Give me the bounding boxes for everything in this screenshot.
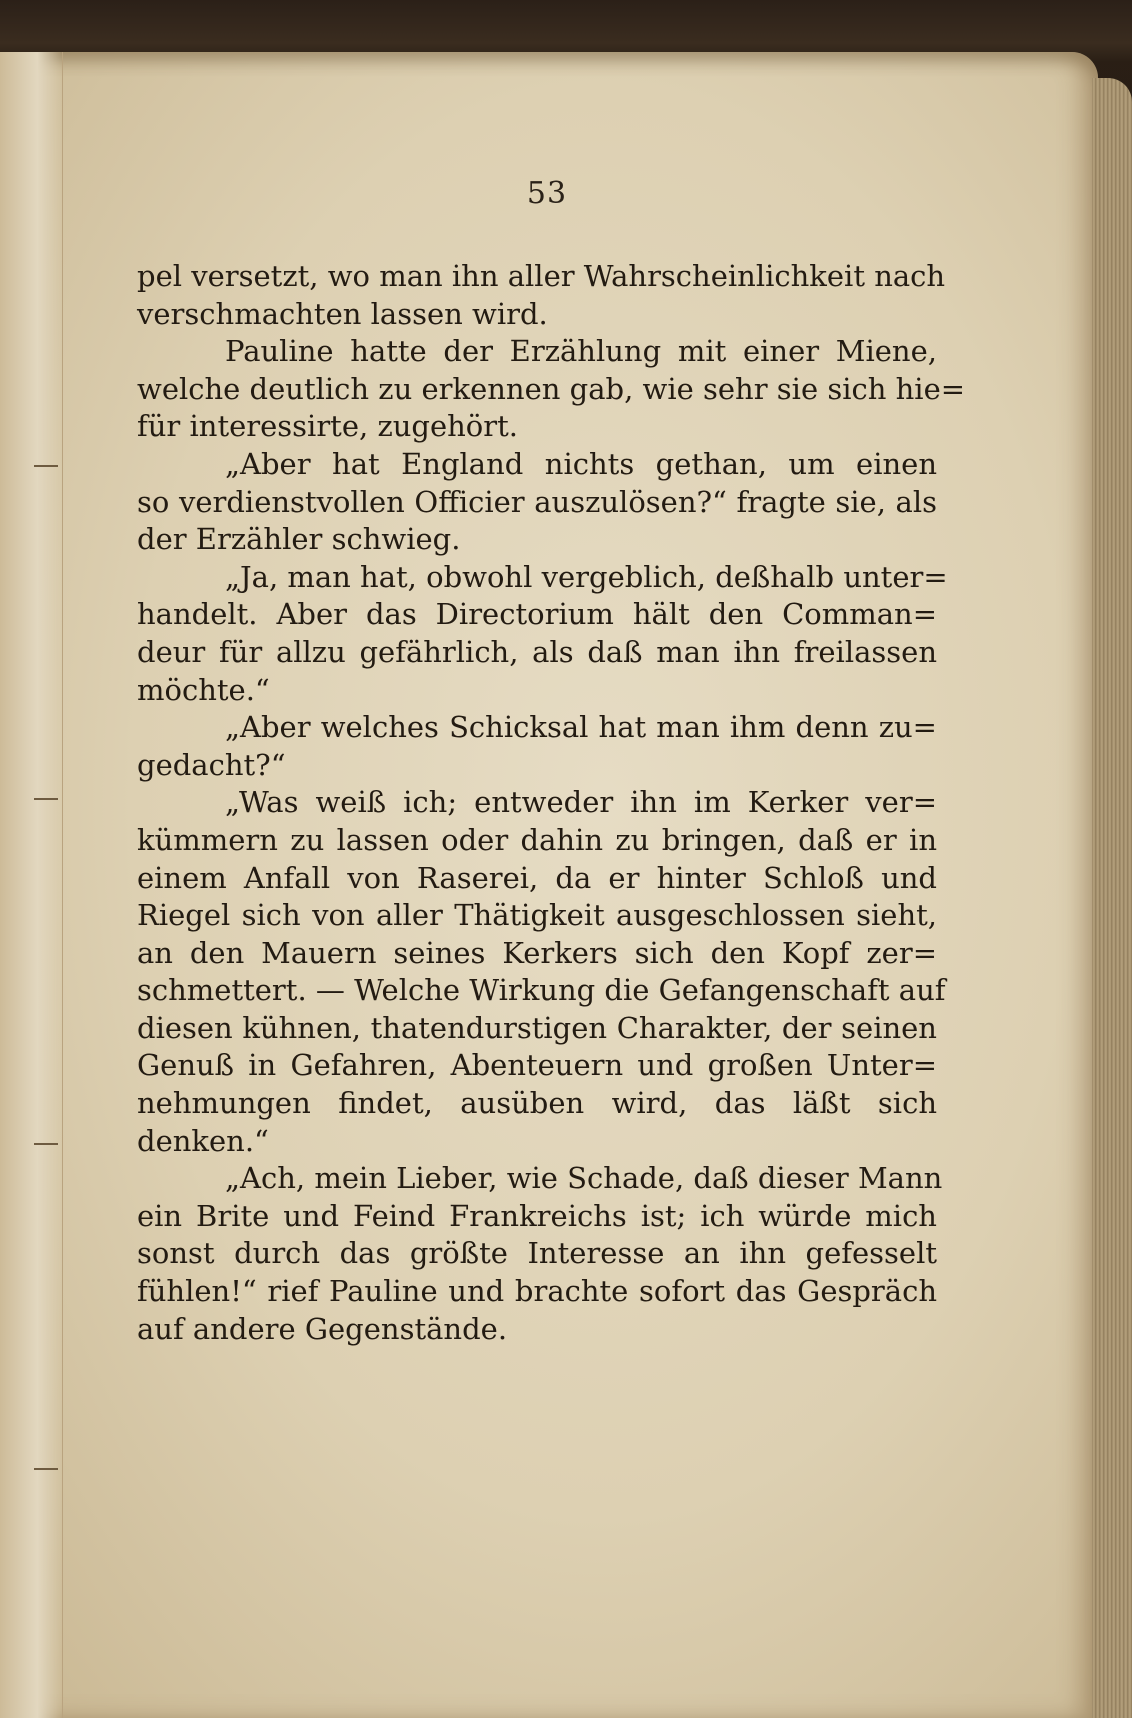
margin-mark: [34, 465, 58, 467]
text-line: fühlen!“ rief Pauline und brachte sofort das Gespräch: [137, 1274, 937, 1309]
body-text: [137, 258, 966, 1348]
text-line: Pauline hatte der Erzählung mit einer Miene,: [225, 334, 937, 369]
text-line: verschmachten lassen wird.: [137, 296, 548, 331]
text-line: „Aber hat England nichts gethan, um einen: [225, 446, 937, 481]
text-line: „Was weiß ich; entweder ihn im Kerker ver=: [225, 785, 937, 820]
text-line: für interessirte, zugehört.: [137, 409, 518, 444]
text-line: der Erzähler schwieg.: [137, 522, 461, 557]
text-line: nehmungen findet, ausüben wird, das läßt sich: [137, 1086, 937, 1121]
text-line: denken.“: [137, 1123, 269, 1158]
text-line: sonst durch das größte Interesse an ihn gefesselt: [137, 1236, 937, 1271]
text-line: einem Anfall von Raserei, da er hinter Schloß und: [137, 860, 937, 895]
text-line: an den Mauern seines Kerkers sich den Kopf zer=: [137, 935, 937, 970]
text-line: „Ja, man hat, obwohl vergeblich, deßhalb unter=: [225, 559, 948, 594]
text-line: Genuß in Gefahren, Abenteuern und großen Unter=: [137, 1048, 937, 1083]
margin-mark: [34, 798, 58, 800]
text-line: pel versetzt, wo man ihn aller Wahrscheinlichkeit nach: [137, 259, 946, 293]
text-line: handelt. Aber das Directorium hält den Comman=: [137, 597, 937, 632]
text-line: gedacht?“: [137, 747, 286, 782]
text-line: „Ach, mein Lieber, wie Schade, daß dieser Mann: [225, 1161, 943, 1196]
fore-edge-pages: [1092, 78, 1132, 1718]
text-line: kümmern zu lassen oder dahin zu bringen, daß er in: [137, 822, 937, 857]
text-line: auf andere Gegenstände.: [137, 1311, 508, 1346]
text-line: ein Brite und Feind Frankreichs ist; ich würde mich: [137, 1198, 937, 1233]
text-line: so verdienstvollen Officier auszulösen?“ fragte sie, als: [137, 484, 937, 519]
text-line: Riegel sich von aller Thätigkeit ausgeschlossen sieht,: [137, 898, 937, 933]
text-line: diesen kühnen, thatendurstigen Charakter, der seinen: [137, 1010, 937, 1045]
text-line: welche deutlich zu erkennen gab, wie sehr sie sich hie=: [137, 371, 966, 406]
margin-mark: [34, 1143, 58, 1145]
text-line: möchte.“: [137, 672, 270, 707]
margin-mark: [34, 1468, 58, 1470]
page-number: 53: [526, 176, 568, 211]
text-line: schmettert. — Welche Wirkung die Gefangenschaft auf: [137, 973, 946, 1008]
text-line: deur für allzu gefährlich, als daß man ihn freilassen: [137, 634, 937, 669]
text-line: „Aber welches Schicksal hat man ihm denn zu=: [225, 710, 937, 745]
